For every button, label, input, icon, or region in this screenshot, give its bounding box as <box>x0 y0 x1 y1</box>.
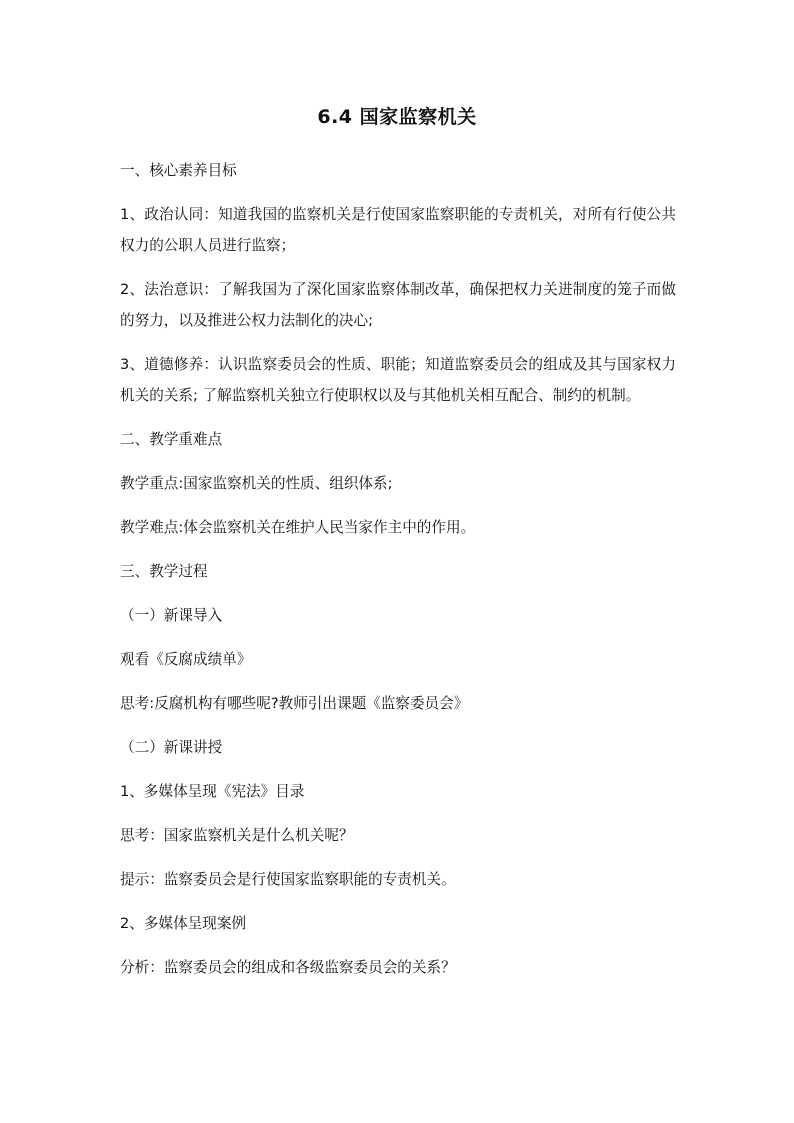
intro-watch: 观看《反腐成绩单》 <box>120 651 252 668</box>
subsection-lecture: （二）新课讲授 <box>120 739 223 756</box>
goal-moral-cultivation: 3、道德修养：认识监察委员会的性质、职能；知道监察委员会的组成及其与国家权力机关的关系; 了解监察机关独立行使职权以及与其他机关相互配合、制约的机制。 <box>120 356 676 404</box>
teaching-key-point: 教学重点:国家监察机关的性质、组织体系; <box>120 475 393 492</box>
document-title: 6.4 国家监察机关 <box>317 106 477 128</box>
section-heading-key-points: 二、教学重难点 <box>120 431 223 448</box>
goal-political-identity: 1、政治认同：知道我国的监察机关是行使国家监察职能的专责机关，对所有行使公共权力的公职人员进行监察； <box>120 206 676 254</box>
lecture-step-2-analysis: 分析：监察委员会的组成和各级监察委员会的关系？ <box>120 959 456 976</box>
section-heading-core-goals: 一、核心素养目标 <box>120 162 237 179</box>
lecture-step-2: 2、多媒体呈现案例 <box>120 915 247 932</box>
teaching-difficult-point: 教学难点:体会监察机关在维护人民当家作主中的作用。 <box>120 519 476 536</box>
intro-think: 思考:反腐机构有哪些呢?教师引出课题《监察委员会》 <box>120 695 469 712</box>
subsection-introduction: （一）新课导入 <box>120 607 223 624</box>
lecture-step-1: 1、多媒体呈现《宪法》目录 <box>120 783 305 800</box>
goal-rule-of-law: 2、法治意识：了解我国为了深化国家监察体制改革，确保把权力关进制度的笼子而做的努力，以及推进公权力法制化的决心; <box>120 281 676 329</box>
lecture-step-1-hint: 提示：监察委员会是行使国家监察职能的专责机关。 <box>120 871 456 888</box>
lecture-step-1-question: 思考：国家监察机关是什么机关呢？ <box>120 827 354 844</box>
document-body <box>120 155 676 996</box>
section-heading-teaching-process: 三、教学过程 <box>120 563 208 580</box>
